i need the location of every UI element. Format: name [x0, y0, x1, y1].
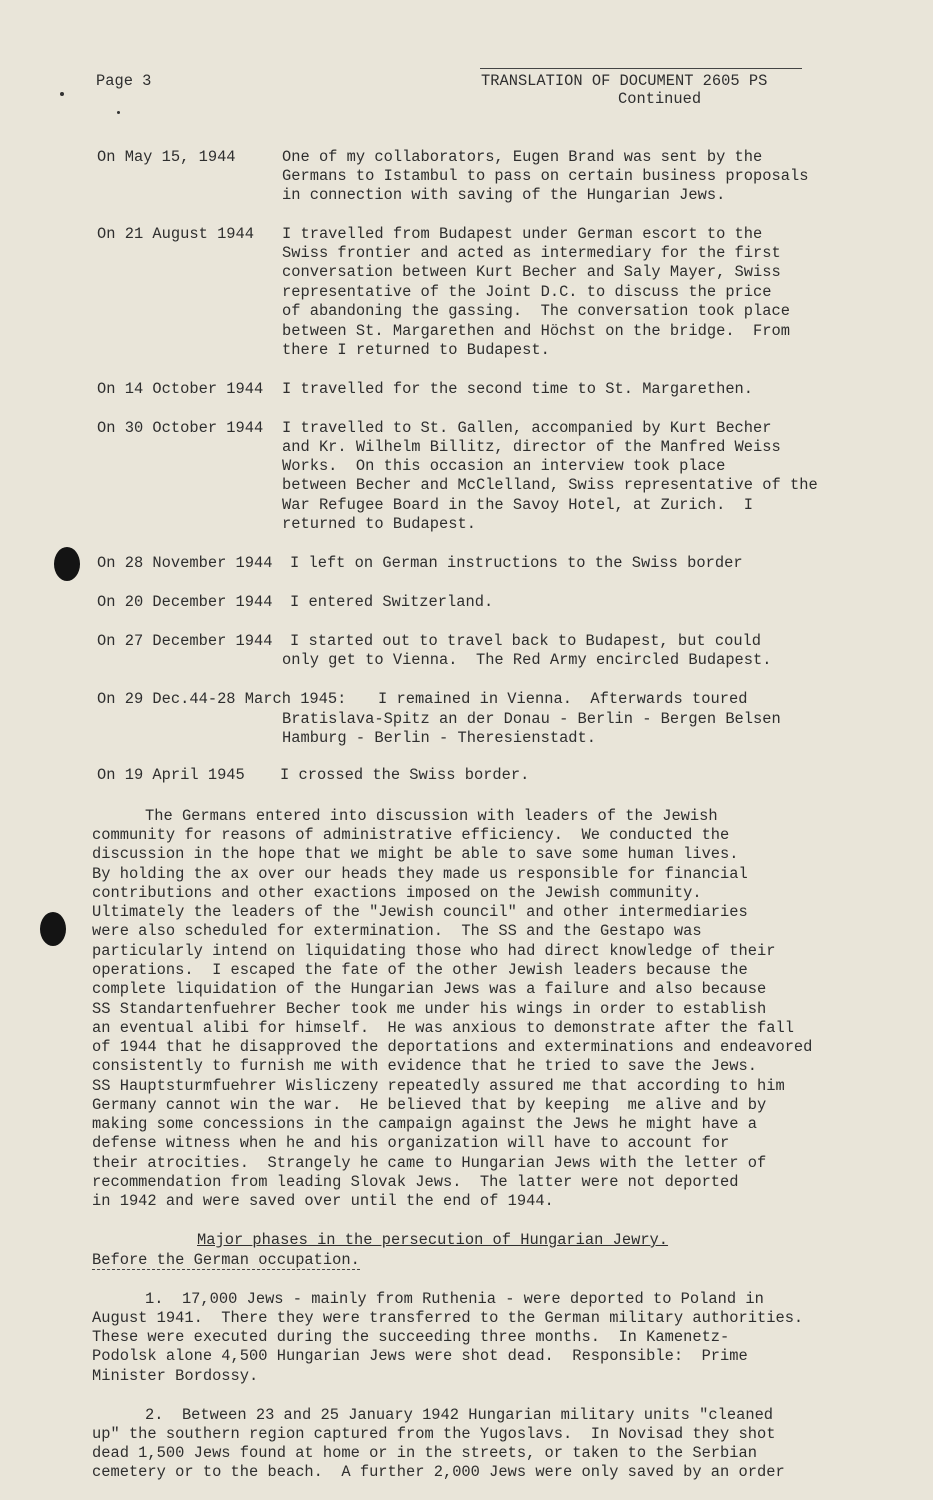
punch-hole-top	[54, 547, 80, 581]
entry-text-line: between Becher and McClelland, Swiss representative of the	[282, 476, 818, 494]
paragraph-line: up" the southern region captured from the Yugoslavs. In Novisad they shot	[92, 1425, 776, 1443]
entry-date: On 28 November 1944	[97, 554, 273, 572]
paragraph-line: The Germans entered into discussion with leaders of the Jewish	[145, 807, 718, 825]
paragraph-line: operations. I escaped the fate of the other Jewish leaders because the	[92, 961, 748, 979]
entry-date: On 29 Dec.44-28 March 1945:	[97, 690, 347, 708]
paragraph-line: SS Standartenfuehrer Becher took me under his wings in order to establish	[92, 1000, 767, 1018]
entry-text-line: I travelled to St. Gallen, accompanied by Kurt Becher	[282, 419, 772, 437]
paragraph-line: complete liquidation of the Hungarian Jews was a failure and also because	[92, 980, 767, 998]
entry-text-line: Swiss frontier and acted as intermediary for the first	[282, 244, 781, 262]
entry-text-line: Bratislava-Spitz an der Donau - Berlin - Bergen Belsen	[282, 710, 781, 728]
entry-text-line: One of my collaborators, Eugen Brand was sent by the	[282, 148, 763, 166]
entry-text-line: I entered Switzerland.	[290, 593, 494, 611]
title-overline	[480, 68, 802, 69]
section-subheading: Before the German occupation.	[92, 1251, 360, 1269]
entry-text-line: Germans to Istambul to pass on certain business proposals	[282, 167, 809, 185]
entry-date: On 14 October 1944	[97, 380, 264, 398]
paragraph-line: Podolsk alone 4,500 Hungarian Jews were shot dead. Responsible: Prime	[92, 1347, 748, 1365]
entry-text-line: I remained in Vienna. Afterwards toured	[378, 690, 748, 708]
entry-text-line: I travelled from Budapest under German escort to the	[282, 225, 763, 243]
paragraph-line: These were executed during the succeeding three months. In Kamenetz-	[92, 1328, 730, 1346]
paragraph-line: contributions and other exactions imposed on the Jewish community.	[92, 884, 702, 902]
entry-date: On 21 August 1944	[97, 225, 255, 243]
entry-text-line: in connection with saving of the Hungarian Jews.	[282, 186, 726, 204]
entry-text-line: there I returned to Budapest.	[282, 341, 550, 359]
entry-text-line: Works. On this occasion an interview took place	[282, 457, 726, 475]
entry-date: On 27 December 1944	[97, 632, 273, 650]
paragraph-line: Germany cannot win the war. He believed that by keeping me alive and by	[92, 1096, 767, 1114]
entry-date: On 19 April 1945	[97, 766, 245, 784]
entry-text-line: I travelled for the second time to St. Margarethen.	[282, 380, 754, 398]
paragraph-line: of 1944 that he disapproved the deportations and exterminations and endeavored	[92, 1038, 813, 1056]
paragraph-line: 2. Between 23 and 25 January 1942 Hungarian military units "cleaned	[145, 1406, 774, 1424]
paragraph-line: particularly intend on liquidating those who had direct knowledge of their	[92, 942, 776, 960]
entry-text-line: returned to Budapest.	[282, 515, 476, 533]
paragraph-line: making some concessions in the campaign against the Jews he might have a	[92, 1115, 757, 1133]
punch-hole-bottom	[40, 912, 66, 946]
entry-text-line: I started out to travel back to Budapest, but could	[290, 632, 762, 650]
ink-dot	[117, 111, 120, 114]
entry-text-line: only get to Vienna. The Red Army encircled Budapest.	[282, 651, 772, 669]
paragraph-line: Ultimately the leaders of the "Jewish council" and other intermediaries	[92, 903, 748, 921]
paragraph-line: community for reasons of administrative efficiency. We conducted the	[92, 826, 730, 844]
entry-date: On 20 December 1944	[97, 593, 273, 611]
paragraph-line: their atrocities. Strangely he came to Hungarian Jews with the letter of	[92, 1154, 767, 1172]
ink-dot	[60, 92, 64, 96]
entry-text-line: and Kr. Wilhelm Billitz, director of the Manfred Weiss	[282, 438, 781, 456]
page-number: Page 3	[96, 72, 152, 90]
paragraph-line: recommendation from leading Slovak Jews. The latter were not deported	[92, 1173, 739, 1191]
paragraph-line: in 1942 and were saved over until the end of 1944.	[92, 1192, 554, 1210]
entry-date: On 30 October 1944	[97, 419, 264, 437]
paragraph-line: discussion in the hope that we might be able to save some human lives.	[92, 845, 739, 863]
entry-text-line: representative of the Joint D.C. to discuss the price	[282, 283, 772, 301]
paragraph-line: consistently to furnish me with evidence that he tried to save the Jews.	[92, 1057, 757, 1075]
paragraph-line: defense witness when he and his organization will have to account for	[92, 1134, 730, 1152]
document-subtitle: Continued	[618, 90, 702, 108]
paragraph-line: 1. 17,000 Jews - mainly from Ruthenia - were deported to Poland in	[145, 1290, 764, 1308]
paragraph-line: an eventual alibi for himself. He was anxious to demonstrate after the fall	[92, 1019, 794, 1037]
entry-text-line: between St. Margarethen and Höchst on the bridge. From	[282, 322, 790, 340]
entry-text-line: of abandoning the gassing. The conversation took place	[282, 302, 790, 320]
document-title: TRANSLATION OF DOCUMENT 2605 PS	[481, 72, 768, 90]
paragraph-line: August 1941. There they were transferred to the German military authorities.	[92, 1309, 804, 1327]
entry-text-line: I left on German instructions to the Swiss border	[290, 554, 743, 572]
section-heading: Major phases in the persecution of Hungarian Jewry.	[197, 1231, 669, 1249]
entry-text-line: conversation between Kurt Becher and Saly Mayer, Swiss	[282, 263, 781, 281]
paragraph-line: SS Hauptsturmfuehrer Wisliczeny repeatedly assured me that according to him	[92, 1077, 785, 1095]
paragraph-line: were also scheduled for extermination. The SS and the Gestapo was	[92, 922, 702, 940]
paragraph-line: By holding the ax over our heads they made us responsible for financial	[92, 865, 748, 883]
entry-text-line: I crossed the Swiss border.	[280, 766, 530, 784]
entry-text-line: Hamburg - Berlin - Theresienstadt.	[282, 729, 597, 747]
paragraph-line: dead 1,500 Jews found at home or in the streets, or taken to the Serbian	[92, 1444, 757, 1462]
paragraph-line: cemetery or to the beach. A further 2,000 Jews were only saved by an order	[92, 1463, 785, 1481]
entry-date: On May 15, 1944	[97, 148, 236, 166]
paragraph-line: Minister Bordossy.	[92, 1367, 259, 1385]
entry-text-line: War Refugee Board in the Savoy Hotel, at Zurich. I	[282, 496, 754, 514]
